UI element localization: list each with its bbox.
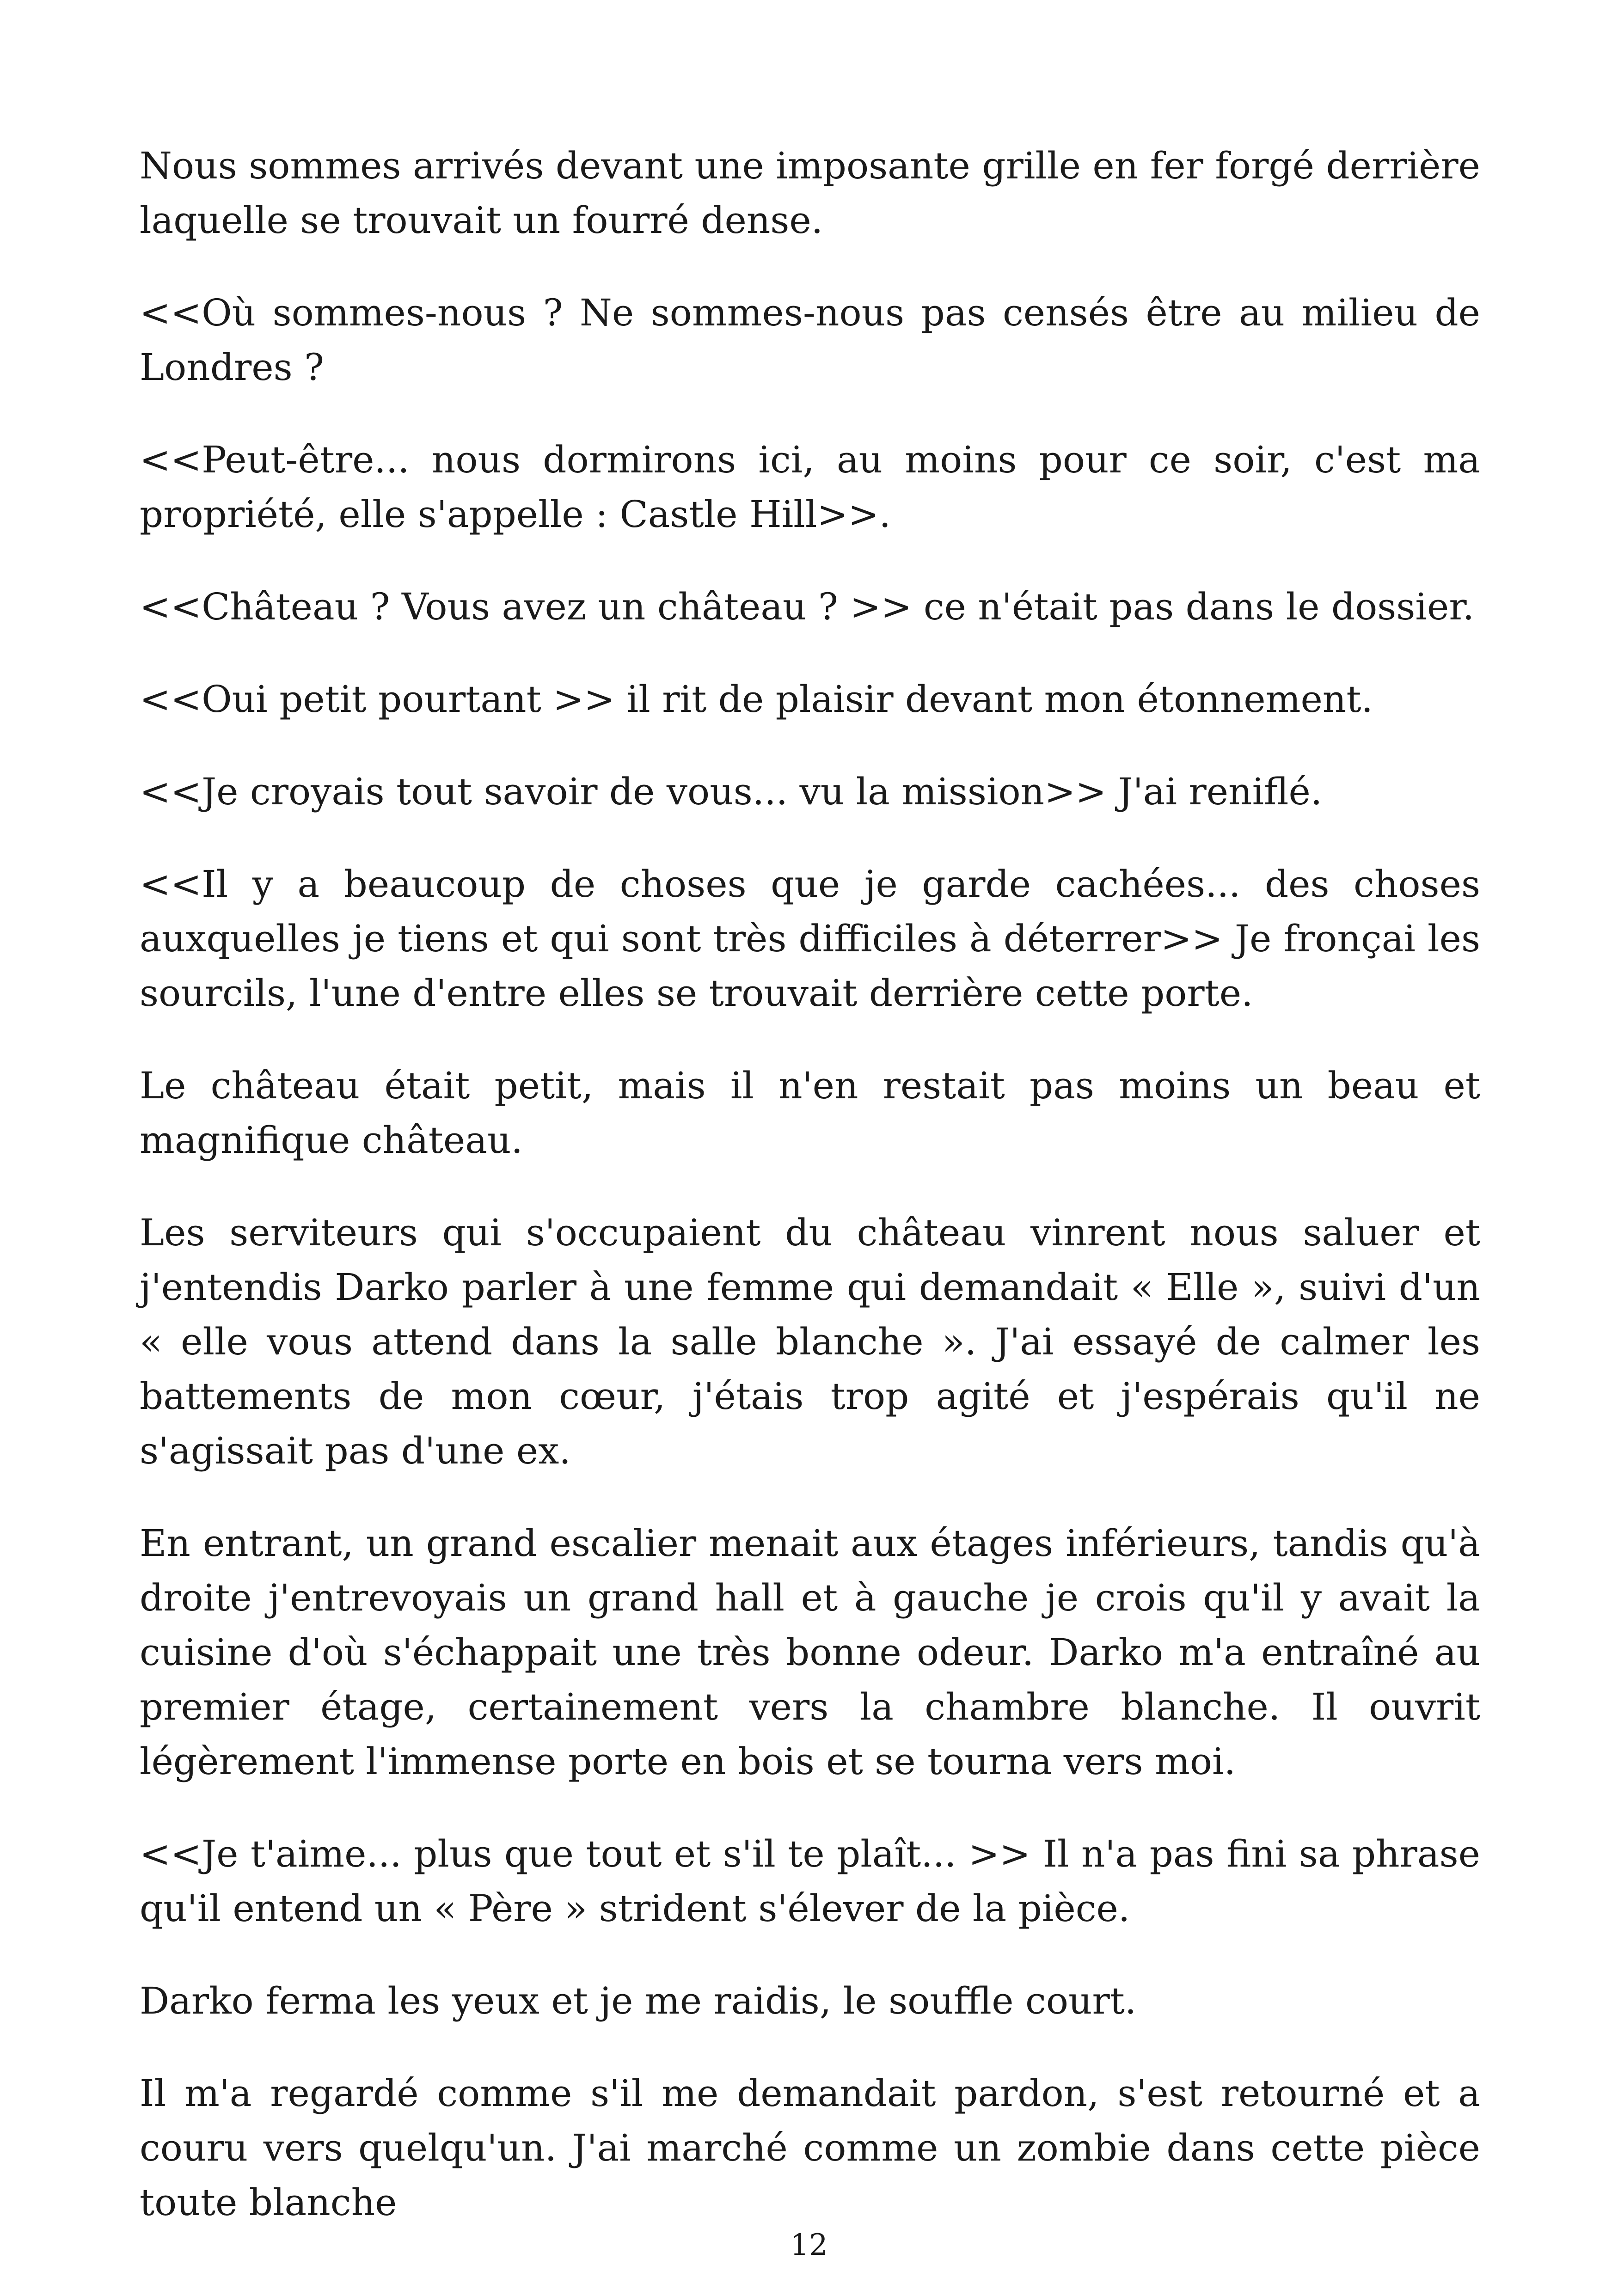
paragraph: Les serviteurs qui s'occupaient du château vinrent nous saluer et j'entendis Darko parler à une femme qui demandait « Elle », suivi d'un « elle vous attend dans la salle blanche ». J'ai essayé de calmer les battements de mon cœur, j'étais trop agité et j'espérais qu'il ne s'agissait pas d'une ex. [140, 1211, 1480, 1472]
paragraph: Darko ferma les yeux et je me raidis, le souffle court. [140, 1979, 1137, 2022]
paragraph: Nous sommes arrivés devant une imposante grille en fer forgé derrière laquelle se trouvait un fourré dense. [140, 144, 1480, 242]
paragraph: <<Château ? Vous avez un château ? >> ce n'était pas dans le dossier. [140, 585, 1475, 628]
paragraph: <<Je croyais tout savoir de vous... vu la mission>> J'ai reniflé. [140, 770, 1323, 813]
text-body [140, 139, 1480, 2268]
paragraph: <<Il y a beaucoup de choses que je garde cachées... des choses auxquelles je tiens et qui sont très difficiles à déterrer>> Je fronçai les sourcils, l'une d'entre elles se trouvait derrière cette porte. [140, 863, 1480, 1015]
paragraph: Le château était petit, mais il n'en restait pas moins un beau et magnifique château. [140, 1064, 1480, 1162]
paragraph: <<Je t'aime... plus que tout et s'il te plaît... >> Il n'a pas fini sa phrase qu'il entend un « Père » strident s'élever de la pièce. [140, 1832, 1480, 1930]
paragraph: <<Peut-être... nous dormirons ici, au moins pour ce soir, c'est ma propriété, elle s'appelle : Castle Hill>>. [140, 438, 1480, 536]
paragraph: Il m'a regardé comme s'il me demandait pardon, s'est retourné et a couru vers quelqu'un. J'ai marché comme un zombie dans cette pièce toute blanche [140, 2072, 1480, 2224]
page-number: 12 [790, 2228, 828, 2262]
paragraph: <<Oui petit pourtant >> il rit de plaisir devant mon étonnement. [140, 678, 1373, 721]
paragraph: <<Où sommes-nous ? Ne sommes-nous pas censés être au milieu de Londres ? [140, 291, 1480, 389]
paragraph: En entrant, un grand escalier menait aux étages inférieurs, tandis qu'à droite j'entrevoyais un grand hall et à gauche je crois qu'il y avait la cuisine d'où s'échappait une très bonne odeur. Darko m'a entraîné au premier étage, certainement vers la chambre blanche. Il ouvrit légèrement l'immense porte en bois et se tourna vers moi. [140, 1522, 1480, 1783]
